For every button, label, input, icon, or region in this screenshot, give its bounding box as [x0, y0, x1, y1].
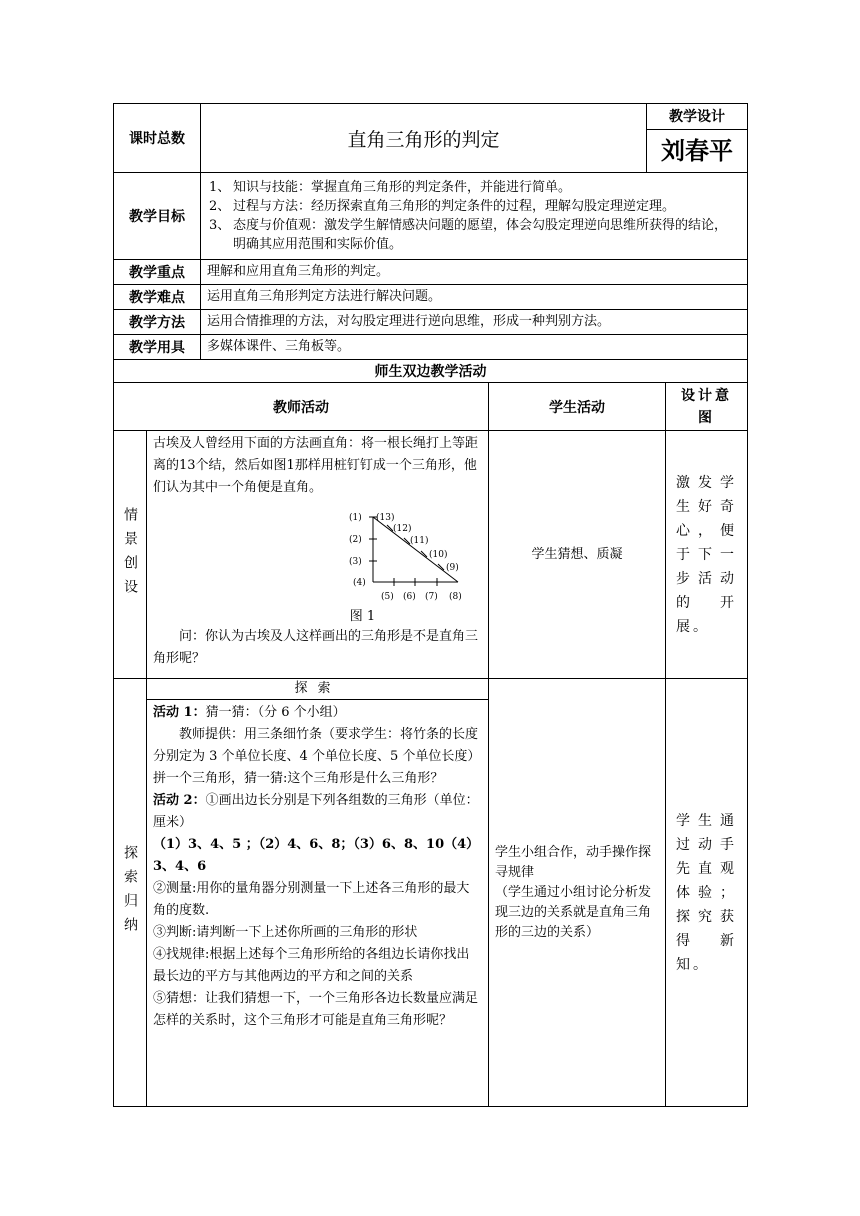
- scene-label-cell: [114, 431, 147, 679]
- section-title: 师生双边教学活动: [114, 360, 748, 383]
- design-intent-header: 设计意图: [666, 383, 748, 431]
- lesson-count-label: 课时总数: [114, 104, 201, 173]
- activity-2-groups: （1）3、4、5 ；（2）4、6、8；（3）6、8、10（4）3、4、6: [153, 837, 480, 874]
- knot-label: (7): [425, 592, 438, 602]
- knot-label: (9): [446, 563, 459, 573]
- design-label: 教学设计: [647, 105, 747, 130]
- scene-paragraph: 古埃及人曾经用下面的方法画直角：将一根长绳打上等距离的13个结，然后如图1那样用桩钉钉成一个三角形，他们认为其中一个角便是直角。: [153, 436, 479, 495]
- knot-label: (12): [393, 524, 412, 534]
- activity-1-body: 教师提供：用三条细竹条（要求学生：将竹条的长度分别定为 3 个单位长度、4 个单位长度、5 个单位长度）拼一个三角形，猜一猜:这个三角形是什么三角形？: [153, 727, 481, 786]
- step-guess: ⑤猜想：让我们猜想一下，一个三角形各边长数量应满足怎样的关系时，这个三角形才可能是直角三角形呢？: [153, 991, 479, 1028]
- objective-item: 2、 过程与方法：经历探索直角三角形的判定条件的过程，理解勾股定理逆定理。: [209, 199, 676, 214]
- objectives-cell: [201, 173, 748, 260]
- knot-label: (11): [410, 536, 429, 546]
- scene-label: 情景创设: [122, 506, 138, 603]
- key-point-text: 理解和应用直角三角形的判定。: [201, 260, 748, 285]
- objective-item: 3、 态度与价值观：激发学生解情感决问题的愿望，体会勾股定理逆向思维所获得的结论，明确其应用范围和实际价值。: [209, 218, 728, 252]
- explore-label-cell: [114, 679, 147, 1107]
- objectives-label: 教学目标: [114, 173, 201, 260]
- explore-student-line1: 学生小组合作，动手操作探寻规律: [495, 844, 652, 880]
- objectives-list: [207, 178, 743, 254]
- step-measure: ②测量:用你的量角器分别测量一下上述各三角形的最大角的度数.: [153, 881, 470, 918]
- method-text: 运用合情推理的方法，对勾股定理进行逆向思维，形成一种判别方法。: [201, 310, 748, 335]
- explore-teacher-cell: [147, 679, 489, 1107]
- knot-label: (2): [349, 535, 362, 545]
- knot-label: (3): [349, 557, 362, 567]
- student-activity-header: 学生活动: [489, 383, 666, 431]
- scene-design-intent: 激发学生好奇心，便于下一步活动的开展。: [666, 431, 748, 679]
- method-label: 教学方法: [114, 310, 201, 335]
- author-name: 刘春平: [661, 135, 733, 165]
- key-point-label: 教学重点: [114, 260, 201, 285]
- explore-head: 探索: [147, 679, 488, 700]
- scene-student-activity: 学生猜想、质凝: [489, 431, 666, 679]
- explore-student-activity: [489, 679, 666, 1107]
- knot-label: (8): [449, 592, 462, 602]
- activity-1: 活动 1：猜一猜：（分 6 个小组）: [153, 705, 346, 720]
- knot-label: (5): [381, 592, 394, 602]
- step-judge: ③判断:请判断一下上述你所画的三角形的形状: [153, 925, 418, 940]
- tools-label: 教学用具: [114, 335, 201, 360]
- explore-label: 探索归纳: [122, 844, 138, 941]
- knot-label: (6): [403, 592, 416, 602]
- knot-label: (10): [429, 550, 448, 560]
- explore-design-intent: 学生通过动手先直观体验；探究获得新知。: [666, 679, 748, 1107]
- design-cell: [647, 104, 748, 173]
- knot-label: (4): [353, 578, 366, 588]
- lesson-plan-page: [113, 103, 748, 1107]
- knot-triangle-figure: [343, 505, 473, 605]
- difficulty-text: 运用直角三角形判定方法进行解决问题。: [201, 285, 748, 310]
- difficulty-label: 教学难点: [114, 285, 201, 310]
- page-title: 直角三角形的判定: [201, 104, 647, 173]
- header-table: [113, 103, 748, 173]
- scene-question: 问：你认为古埃及人这样画出的三角形是不是直角三角形呢？: [153, 629, 479, 666]
- objective-item: 1、 知识与技能：掌握直角三角形的判定条件，并能进行简单。: [209, 180, 572, 195]
- explore-student-line2: （学生通过小组讨论分析发现三边的关系就是直角三角形的三边的关系）: [495, 884, 652, 940]
- activity-2: 活动 2：①画出边长分别是下列各组数的三角形（单位：厘米）: [153, 793, 479, 830]
- explore-content: [147, 700, 488, 1036]
- activities-table: [113, 359, 748, 1107]
- knot-label: (1): [349, 513, 362, 523]
- info-table: [113, 172, 748, 360]
- tools-text: 多媒体课件、三角板等。: [201, 335, 748, 360]
- knot-label: (13): [376, 513, 395, 523]
- teacher-activity-header: 教师活动: [114, 383, 489, 431]
- scene-teacher-cell: [147, 431, 489, 679]
- step-pattern: ④找规律:根据上述每个三角形所给的各组边长请你找出最长边的平方与其他两边的平方和之间的关系: [153, 947, 470, 984]
- figure-caption: 图 1: [349, 609, 376, 624]
